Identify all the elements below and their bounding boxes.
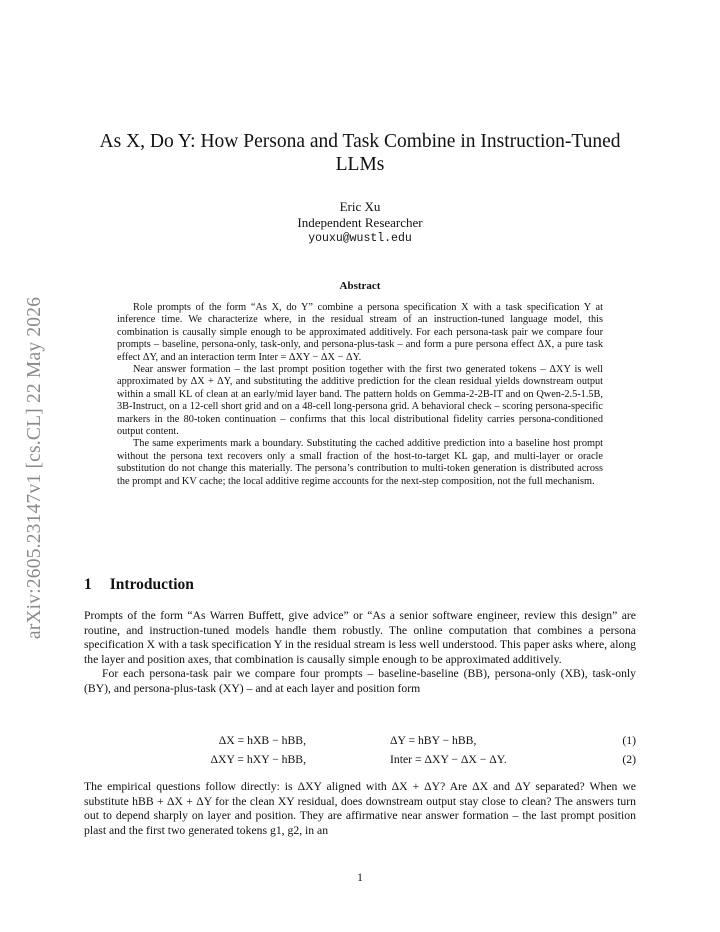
equation-1: [84, 734, 636, 748]
arxiv-identifier-stamp: [20, 258, 50, 678]
intro-text: [84, 609, 636, 697]
author-block: [160, 199, 560, 247]
abstract-body: [117, 302, 603, 488]
equation-right: ΔY = hBY − hBB,: [390, 734, 477, 747]
body-paragraph: Prompts of the form “As Warren Buffett, give advice” or “As a senior software engineer, review this design” are routine, and instruction-tuned models handle them robustly. The online computation that combines a persona specification X with a task specification Y in the residual stream is less well understood. This paper asks where, along the layer and position axes, that combination is causally simple enough to be approximated additively.: [84, 609, 636, 666]
equation-left: ΔX = hXB − hBB,: [218, 734, 306, 747]
abstract-heading: Abstract: [339, 280, 381, 292]
equation-number: (2): [622, 753, 636, 766]
equation-number: (1): [622, 734, 636, 747]
abstract-paragraph: Near answer formation – the last prompt position together with the first two generated tokens – ΔXY is well approximated by ΔX + ΔY, and substituting the additive prediction for the clean residual yields downstream output within a small KL of clean at an early/mid layer band. The pattern holds on Gemma-2-2B-IT and on Qwen-2.5-1.5B, 3B-Instruct, on a 12-cell short grid and on a 48-cell long-persona grid. A behavioral check – scoring persona-specific markers in the 80-token continuation – confirms that this local distributional fidelity carries persona-conditioned output content.: [117, 364, 603, 438]
paper-title: As X, Do Y: How Persona and Task Combine in Instruction-Tuned LLMs: [99, 131, 621, 175]
body-paragraph: For each persona-task pair we compare four prompts – baseline-baseline (BB), persona-only (XB), task-only (BY), and persona-plus-task (XY) – and at each layer and position form: [84, 667, 636, 695]
equation-2: [84, 753, 636, 767]
author-name: Eric Xu: [339, 199, 381, 214]
body-paragraph: The empirical questions follow directly: is ΔXY aligned with ΔX + ΔY? Are ΔX and ΔY separated? When we substitute hBB + ΔX + ΔY for the clean XY residual, does downstream output stay close to clean? The answers turn out to depend sharply on layer and position. They are affirmative near answer formation – the last prompt position plast and the first two generated tokens g1, g2, in an: [84, 780, 636, 837]
equation-left: ΔXY = hXY − hBB,: [210, 753, 306, 766]
post-equation-text: [84, 780, 636, 838]
page-number: 1: [357, 872, 363, 884]
arxiv-stamp-text: arXiv:2605.23147v1 [cs.CL] 22 May 2026: [24, 296, 45, 640]
section-title: Introduction: [109, 576, 194, 593]
author-affiliation: Independent Researcher: [297, 215, 423, 230]
abstract-paragraph: Role prompts of the form “As X, do Y” combine a persona specification X with a task specification Y at inference time. We characterize where, in the residual stream of an instruction-tuned language model, this combination is causally simple enough to be approximated additively. For each persona-task pair we compare four prompts – baseline, persona-only, task-only, and persona-plus-task – and form a pure persona effect ΔX, a pure task effect ΔY, and an interaction term Inter = ΔXY − ΔX − ΔY.: [117, 302, 603, 363]
author-email[interactable]: youxu@wustl.edu: [308, 232, 412, 245]
section-heading: [84, 576, 194, 594]
section-number: 1: [84, 576, 92, 593]
abstract-paragraph: The same experiments mark a boundary. Substituting the cached additive prediction into a baseline host prompt without the persona text recovers only a small fraction of the host-to-target KL gap, and multi-layer or oracle substitution do not change this materially. The persona’s contribution to multi-token generation is distributed across the prompt and KV cache; the local additive regime accounts for the next-step composition, not the full mechanism.: [117, 438, 603, 487]
equation-right: Inter = ΔXY − ΔX − ΔY.: [390, 753, 507, 766]
